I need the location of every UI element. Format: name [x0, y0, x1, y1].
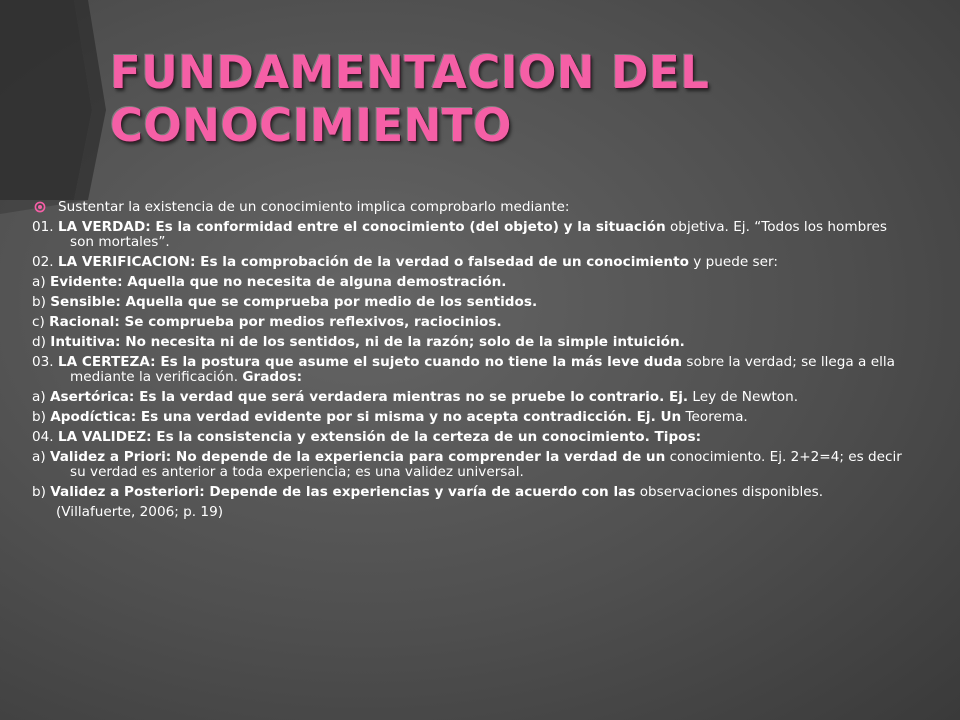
paragraph-intuitiva	[32, 335, 912, 350]
paragraph-prefix: b)	[32, 484, 51, 500]
paragraph-rest: Ley de Newton.	[688, 389, 799, 405]
intro-paragraph	[32, 200, 912, 215]
paragraph-bold: Evidente: Aquella que no necesita de alguna demostración.	[49, 274, 507, 290]
paragraph-asertorica	[32, 390, 912, 405]
paragraph-apodictica	[32, 410, 912, 425]
paragraph-evidente	[32, 275, 912, 290]
paragraph-prefix: a)	[32, 274, 50, 290]
paragraph-bold: LA VALIDEZ: Es la consistencia y extensión de la certeza de un conocimiento. Tipos:	[57, 429, 702, 445]
paragraph-rest: observaciones disponibles.	[635, 484, 824, 500]
paragraph-rest: conocimiento. Ej. 2+2=4; es decir su verdad es anterior a toda experiencia; es una validez universal.	[70, 449, 902, 480]
paragraph-validez-priori	[32, 450, 912, 480]
paragraph-prefix: a)	[32, 389, 50, 405]
paragraph-bold-grados: Grados:	[242, 369, 303, 385]
paragraph-bold: Validez a Posteriori: Depende de las experiencias y varía de acuerdo con las	[50, 484, 636, 500]
paragraph-prefix: 04.	[32, 429, 58, 445]
paragraph-bold: Sensible: Aquella que se comprueba por medio de los sentidos.	[50, 294, 538, 310]
paragraph-rest: Teorema.	[681, 409, 748, 425]
paragraph-prefix: d)	[32, 334, 51, 350]
paragraph-validez	[32, 430, 912, 445]
paragraph-prefix: a)	[32, 449, 50, 465]
paragraph-rest: y puede ser:	[688, 254, 778, 270]
paragraph-bold: Validez a Priori: No depende de la experiencia para comprender la verdad de un	[49, 449, 666, 465]
paragraph-prefix: 02.	[32, 254, 58, 270]
slide-title	[110, 46, 930, 152]
paragraph-verdad	[32, 220, 912, 250]
paragraph-bold: Racional: Se comprueba por medios reflexivos, raciocinios.	[49, 314, 502, 330]
paragraph-sensible	[32, 295, 912, 310]
paragraph-prefix: c)	[32, 314, 50, 330]
paragraph-prefix: 01.	[32, 219, 58, 235]
paragraph-prefix: b)	[32, 409, 51, 425]
slide-body	[32, 200, 912, 520]
paragraph-prefix: b)	[32, 294, 51, 310]
paragraph-certeza	[32, 355, 912, 385]
paragraph-bold: Asertórica: Es la verdad que será verdadera mientras no se pruebe lo contrario. Ej.	[49, 389, 689, 405]
paragraph-rest: objetiva. Ej. “Todos los hombres son mortales”.	[70, 219, 887, 250]
paragraph-bold: LA CERTEZA: Es la postura que asume el sujeto cuando no tiene la más leve duda	[57, 354, 683, 370]
paragraph-rest: sobre la verdad; se llega a ella mediante la verificación.	[70, 354, 895, 385]
circle-bullet-icon	[34, 201, 46, 213]
slide-title-line-2: CONOCIMIENTO	[110, 99, 512, 152]
paragraph-bold: LA VERIFICACION: Es la comprobación de la verdad o falsedad de un conocimiento	[57, 254, 689, 270]
paragraph-bold: LA VERDAD: Es la conformidad entre el conocimiento (del objeto) y la situación	[57, 219, 666, 235]
paragraph-bold: Apodíctica: Es una verdad evidente por si misma y no acepta contradicción. Ej. Un	[50, 409, 682, 425]
paragraph-verificacion	[32, 255, 912, 270]
paragraph-validez-posteriori	[32, 485, 912, 500]
intro-text: Sustentar la existencia de un conocimiento implica comprobarlo mediante:	[58, 199, 570, 215]
paragraph-racional	[32, 315, 912, 330]
paragraph-bold: Intuitiva: No necesita ni de los sentidos, ni de la razón; solo de la simple intuición.	[50, 334, 685, 350]
citation: (Villafuerte, 2006; p. 19)	[56, 504, 224, 520]
paragraph-prefix: 03.	[32, 354, 58, 370]
slide-title-line-1: FUNDAMENTACION DEL	[110, 46, 710, 99]
